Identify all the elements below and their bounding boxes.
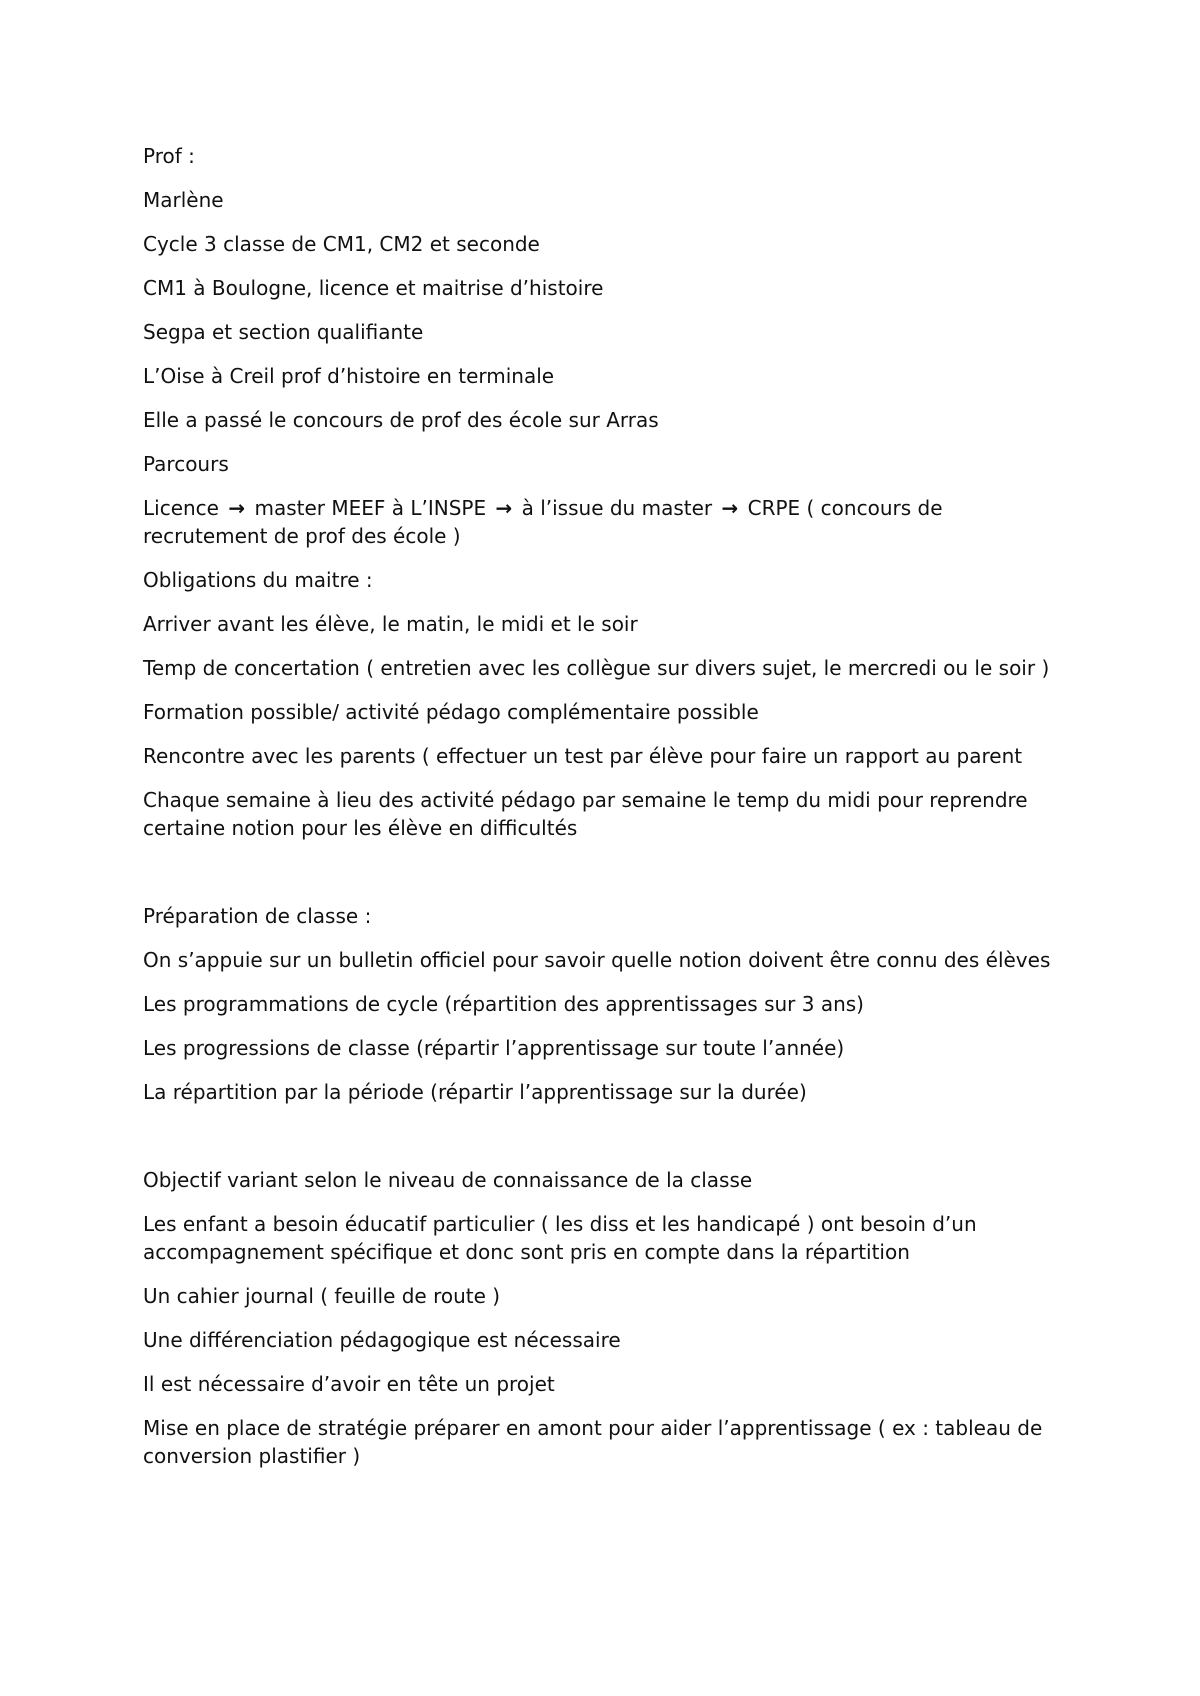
paragraph: Elle a passé le concours de prof des école sur Arras	[143, 408, 659, 432]
parcours-line	[143, 494, 1063, 550]
paragraph: Il est nécessaire d’avoir en tête un projet	[143, 1372, 555, 1396]
arrow-right-icon: →	[228, 496, 246, 520]
paragraph: Arriver avant les élève, le matin, le midi et le soir	[143, 612, 638, 636]
teacher-name: Marlène	[143, 188, 224, 212]
parcours-step: Licence	[143, 496, 219, 520]
paragraph: Cycle 3 classe de CM1, CM2 et seconde	[143, 232, 540, 256]
paragraph: Les progressions de classe (répartir l’apprentissage sur toute l’année)	[143, 1036, 845, 1060]
parcours-step: master MEEF à L’INSPE	[254, 496, 487, 520]
paragraph: Les programmations de cycle (répartition des apprentissages sur 3 ans)	[143, 992, 864, 1016]
paragraph: L’Oise à Creil prof d’histoire en terminale	[143, 364, 555, 388]
heading-prof: Prof :	[143, 144, 195, 168]
heading-parcours: Parcours	[143, 452, 229, 476]
heading-preparation: Préparation de classe :	[143, 904, 372, 928]
paragraph: Formation possible/ activité pédago complémentaire possible	[143, 700, 759, 724]
arrow-right-icon: →	[495, 496, 513, 520]
paragraph: Mise en place de stratégie préparer en amont pour aider l’apprentissage ( ex : tableau de conversion plastifier )	[143, 1416, 1043, 1468]
paragraph: Objectif variant selon le niveau de connaissance de la classe	[143, 1168, 753, 1192]
paragraph: Un cahier journal ( feuille de route )	[143, 1284, 501, 1308]
paragraph: Segpa et section qualifiante	[143, 320, 424, 344]
paragraph: Les enfant a besoin éducatif particulier ( les diss et les handicapé ) ont besoin d’un accompagnement spécifique et donc sont pris en compte dans la répartition	[143, 1212, 977, 1264]
document-body	[143, 142, 1063, 1486]
paragraph: Rencontre avec les parents ( effectuer un test par élève pour faire un rapport au parent	[143, 744, 1023, 768]
heading-obligations: Obligations du maitre :	[143, 568, 373, 592]
paragraph: CM1 à Boulogne, licence et maitrise d’histoire	[143, 276, 604, 300]
paragraph: Une différenciation pédagogique est nécessaire	[143, 1328, 621, 1352]
paragraph: La répartition par la période (répartir l’apprentissage sur la durée)	[143, 1080, 807, 1104]
paragraph: On s’appuie sur un bulletin officiel pour savoir quelle notion doivent être connu des élèves	[143, 948, 1051, 972]
arrow-right-icon: →	[721, 496, 739, 520]
parcours-step: à l’issue du master	[521, 496, 713, 520]
parcours-step: CRPE ( concours de recrutement de prof des école )	[143, 496, 943, 548]
paragraph: Temp de concertation ( entretien avec les collègue sur divers sujet, le mercredi ou le soir )	[143, 656, 1050, 680]
paragraph: Chaque semaine à lieu des activité pédago par semaine le temp du midi pour reprendre certaine notion pour les élève en difficultés	[143, 788, 1028, 840]
